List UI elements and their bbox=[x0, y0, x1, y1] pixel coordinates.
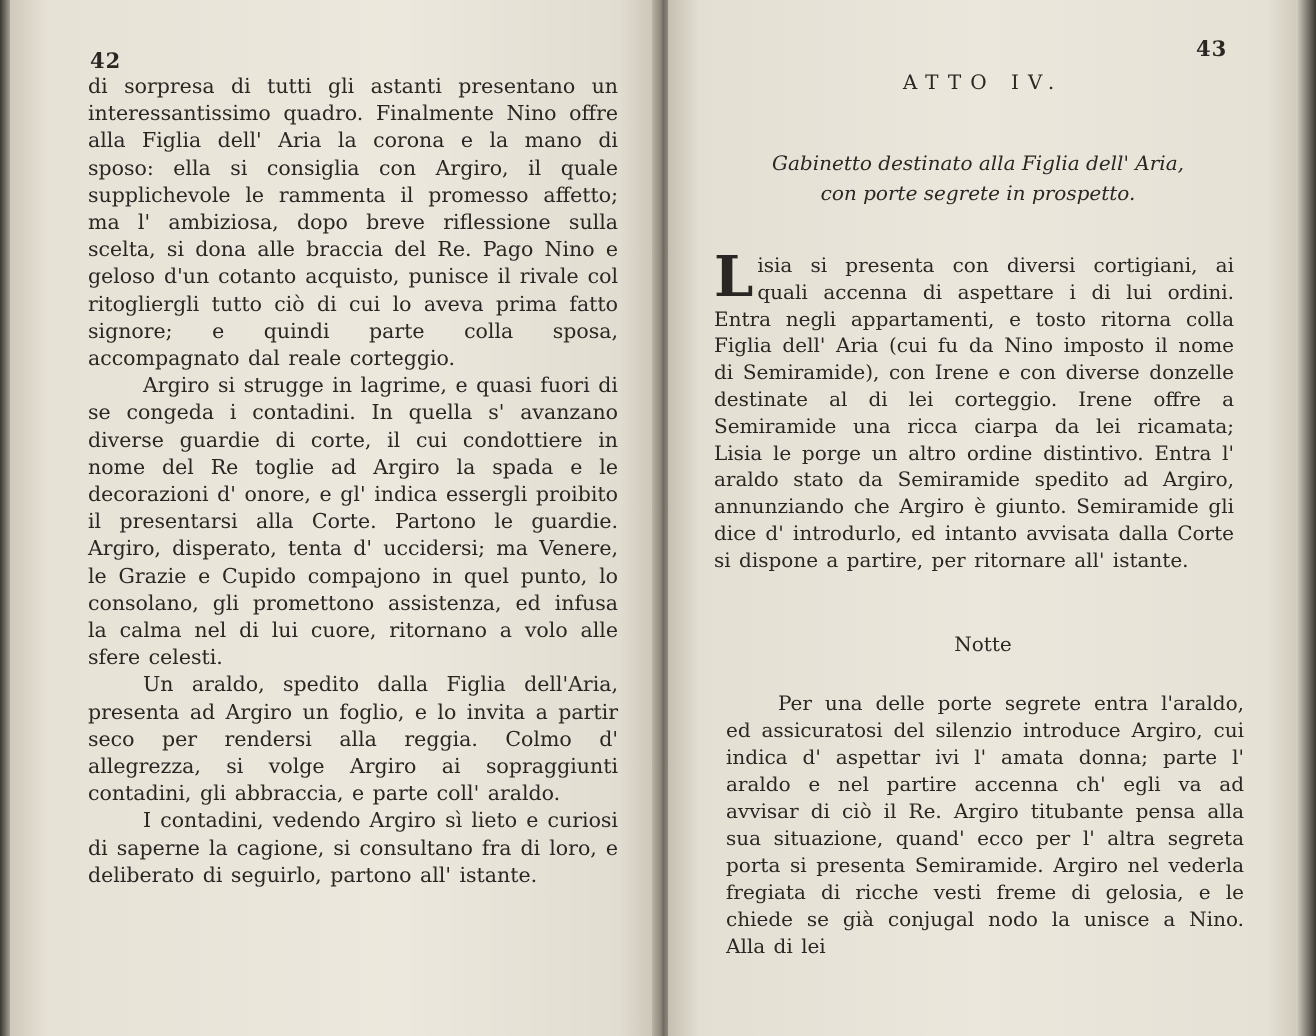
right-page-text bbox=[714, 244, 1234, 574]
right-paragraph-1 bbox=[714, 244, 1234, 574]
right-page bbox=[668, 0, 1298, 1036]
scene-setting-line-1: Gabinetto destinato alla Figlia dell' Aria, bbox=[772, 151, 1184, 175]
act-title: ATTO IV. bbox=[902, 70, 1064, 94]
left-paragraph-4: I contadini, vedendo Argiro sì lieto e curiosi di saperne la cagione, si consultano fra di loro, e deliberato di seguirlo, partono all' istante. bbox=[88, 808, 618, 887]
drop-cap: L bbox=[714, 244, 754, 310]
right-page-text-2 bbox=[726, 690, 1244, 960]
right-paragraph-2: Per una delle porte segrete entra l'araldo, ed assicuratosi del silenzio introduce Argiro, cui indica d' aspettar ivi l' amata donna; parte l' araldo e nel partire accenna ch' egli va ad avvisar di ciò il Re. Argiro titubante pensa alla sua situazione, quand' ecco per l' altra segreta porta si presenta Semiramide. Argiro nel vederla fregiata di ricche vesti freme di gelosia, e le chiede se già conjugal nodo la unisce a Nino. Alla di lei bbox=[726, 691, 1244, 958]
section-heading: Notte bbox=[954, 632, 1012, 656]
left-page-text bbox=[88, 73, 618, 889]
right-paragraph-1-text: isia si presenta con diversi cortigiani, ai quali accenna di aspettare i di lui ordini. Entra negli appartamenti, e tosto ritorna colla Figlia dell' Aria (cui fu da Nino imposto il nome di Semiramide), con Irene e con diverse donzelle destinate al di lei corteggio. Irene offre a Semiramide una ricca ciarpa da lei ricamata; Lisia le porge un altro ordine distintivo. Entra l' araldo stato da Semiramide spedito ad Argiro, annunziando che Argiro è giunto. Semiramide gli dice d' introdurlo, ed intanto avvisata dalla Corte si dispone a partire, per ritornare all' istante. bbox=[714, 253, 1234, 572]
left-paragraph-1: di sorpresa di tutti gli astanti presentano un interessantissimo quadro. Finalmente Nino offre alla Figlia dell' Aria la corona e la mano di sposo: ella si consiglia con Argiro, il quale supplichevole le rammenta il promesso affetto; ma l' ambiziosa, dopo breve riflessione sulla scelta, si dona alle braccia del Re. Pago Nino e geloso d'un cotanto acquisto, punisce il rivale col ritogliergli tutto ciò di cui lo aveva prima fatto signore; e quindi parte colla sposa, accompagnato dal reale corteggio. bbox=[88, 74, 618, 371]
left-paragraph-3: Un araldo, spedito dalla Figlia dell'Aria, presenta ad Argiro un foglio, e lo invita a partir seco per rendersi alla reggia. Colmo d' allegrezza, si volge Argiro ai sopraggiunti contadini, gli abbraccia, e parte coll' araldo. bbox=[88, 672, 618, 806]
book-edge-right bbox=[1296, 0, 1316, 1036]
page-number-right: 43 bbox=[1196, 36, 1228, 61]
left-page bbox=[10, 0, 658, 1036]
scene-setting bbox=[708, 148, 1248, 208]
scene-setting-line-2: con porte segrete in prospetto. bbox=[820, 181, 1136, 205]
page-number-left: 42 bbox=[90, 48, 122, 73]
left-paragraph-2: Argiro si strugge in lagrime, e quasi fuori di se congeda i contadini. In quella s' avanzano diverse guardie di corte, il cui condottiere in nome del Re toglie ad Argiro la spada e le decorazioni d' onore, e gl' indica essergli proibito il presentarsi alla Corte. Partono le guardie. Argiro, disperato, tenta d' uccidersi; ma Venere, le Grazie e Cupido compajono in quel punto, lo consolano, gli promettono assistenza, ed infusa la calma nel di lui cuore, ritornano a volo alle sfere celesti. bbox=[88, 373, 618, 670]
